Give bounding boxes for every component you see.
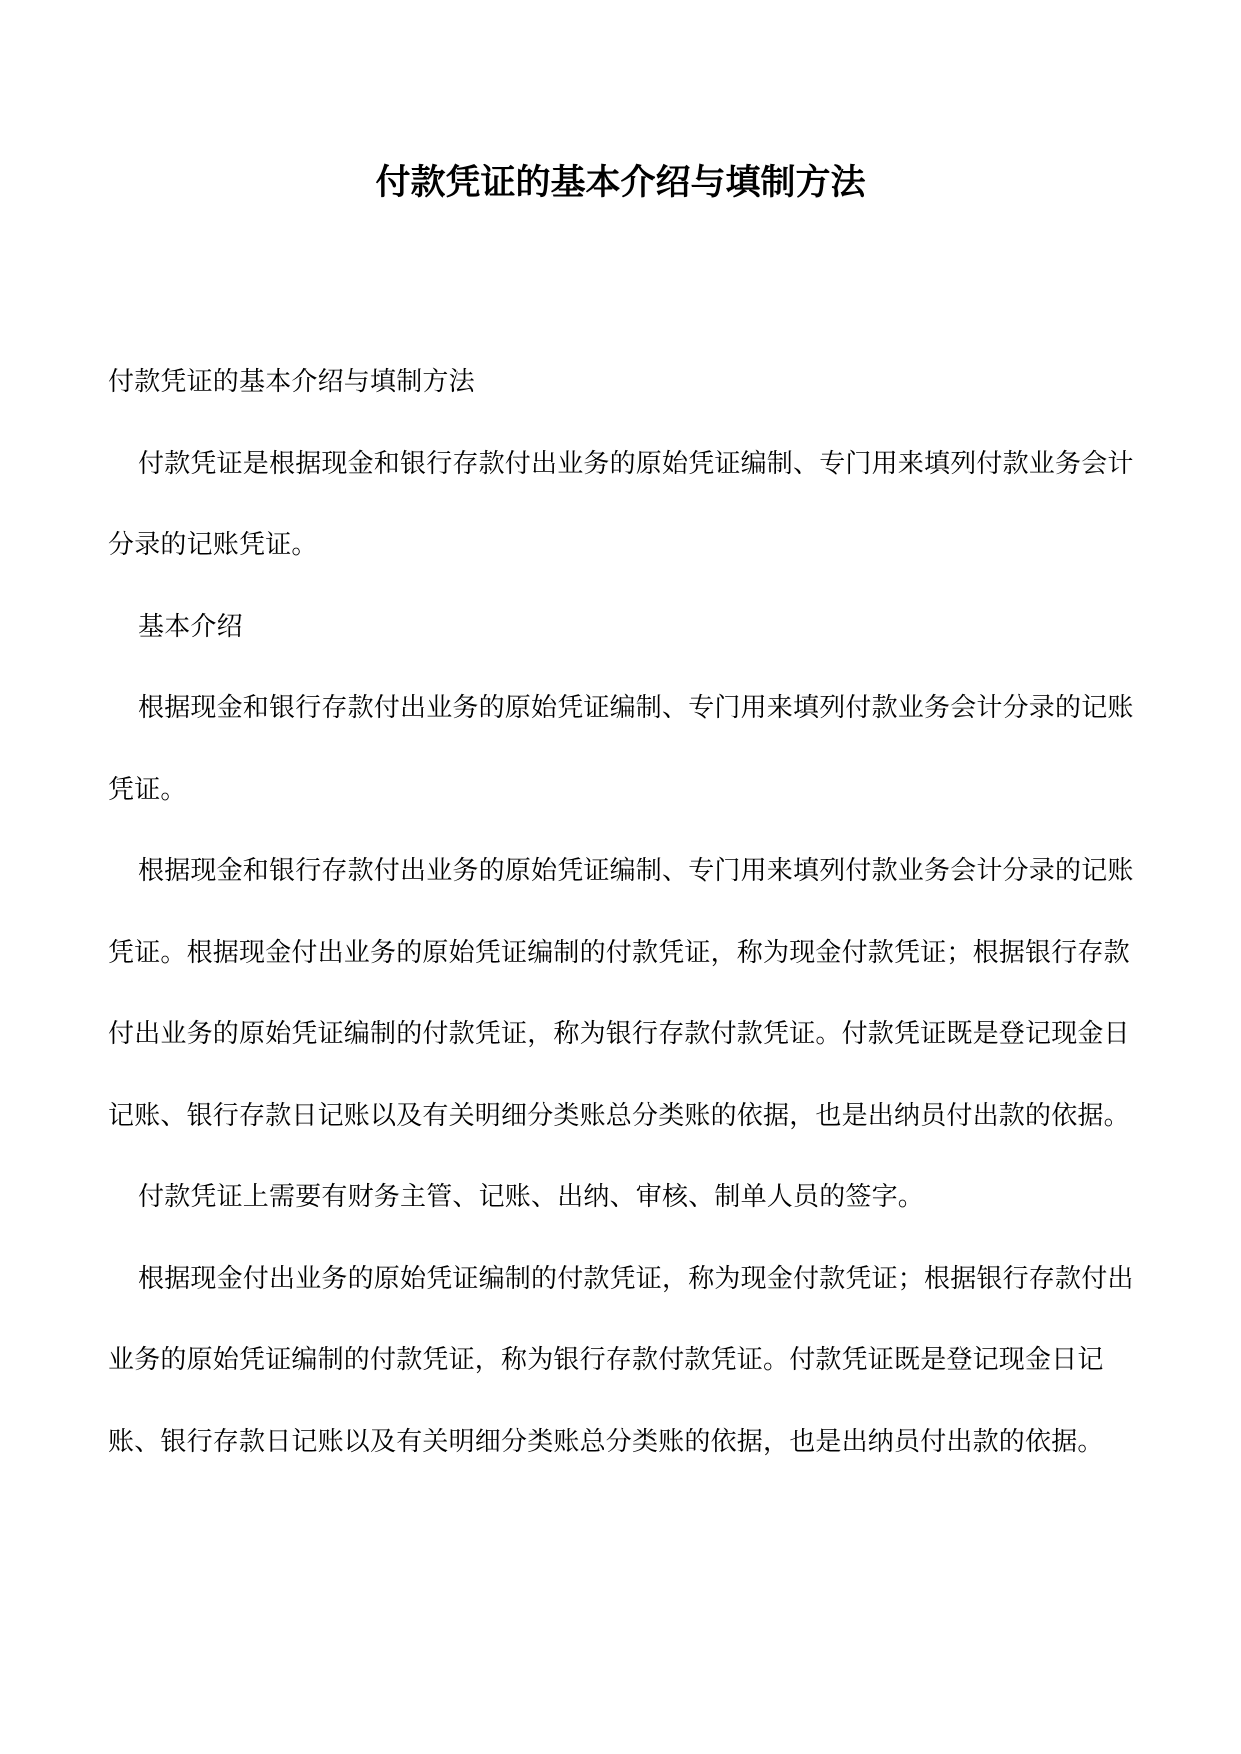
document-body: [108, 342, 1136, 1483]
paragraph-detail: 根据现金和银行存款付出业务的原始凭证编制、专门用来填列付款业务会计分录的记账凭证。根据现金付出业务的原始凭证编制的付款凭证，称为现金付款凭证；根据银行存款付出业务的原始凭证编制的付款凭证，称为银行存款付款凭证。付款凭证既是登记现金日记账、银行存款日记账以及有关明细分类账总分类账的依据，也是出纳员付出款的依据。: [108, 856, 1134, 1131]
section-heading-basic-intro: 基本介绍: [138, 611, 243, 642]
paragraph-definition: 付款凭证是根据现金和银行存款付出业务的原始凭证编制、专门用来填列付款业务会计分录的记账凭证。: [108, 448, 1134, 560]
paragraph-signatures: 付款凭证上需要有财务主管、记账、出纳、审核、制单人员的签字。: [138, 1182, 925, 1212]
document-title: 付款凭证的基本介绍与填制方法: [375, 163, 866, 203]
paragraph-subtitle: 付款凭证的基本介绍与填制方法: [108, 367, 475, 397]
paragraph-types: 根据现金付出业务的原始凭证编制的付款凭证，称为现金付款凭证；根据银行存款付出业务的原始凭证编制的付款凭证，称为银行存款付款凭证。付款凭证既是登记现金日记账、银行存款日记账以及有关明细分类账总分类账的依据，也是出纳员付出款的依据。: [108, 1263, 1134, 1457]
paragraph-intro: 根据现金和银行存款付出业务的原始凭证编制、专门用来填列付款业务会计分录的记账凭证。: [108, 693, 1134, 805]
